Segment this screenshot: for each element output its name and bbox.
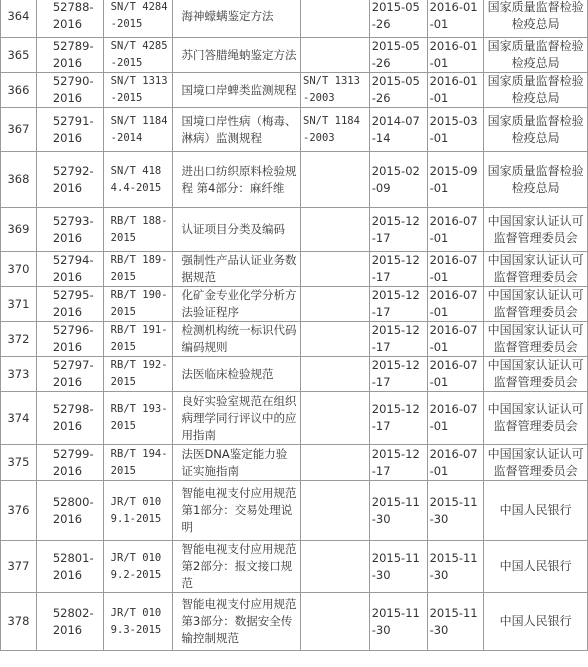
implementation-date: 2016-07-01 <box>427 322 484 357</box>
issuing-department: 国家质量监督检验检疫总局 <box>484 0 588 38</box>
record-code: 52788-2016 <box>36 0 103 38</box>
row-number: 376 <box>1 481 37 541</box>
issue-date: 2015-12-17 <box>369 287 427 322</box>
implementation-date: 2015-03-01 <box>427 108 484 152</box>
issuing-department: 中国国家认证认可监督管理委员会 <box>484 392 588 445</box>
implementation-date: 2015-09-01 <box>427 152 484 208</box>
implementation-date: 2016-01-01 <box>427 0 484 38</box>
issuing-department: 中国国家认证认可监督管理委员会 <box>484 445 588 481</box>
replaced-standard <box>301 593 370 651</box>
row-number: 368 <box>1 152 37 208</box>
replaced-standard <box>301 152 370 208</box>
replaced-standard <box>301 252 370 287</box>
replaced-standard <box>301 322 370 357</box>
issuing-department: 中国国家认证认可监督管理委员会 <box>484 287 588 322</box>
table-row <box>1 108 588 152</box>
replaced-standard <box>301 357 370 392</box>
table-row <box>1 392 588 445</box>
record-code: 52791-2016 <box>36 108 103 152</box>
record-code: 52800-2016 <box>36 481 103 541</box>
issue-date: 2015-05-26 <box>369 0 427 38</box>
table-row <box>1 287 588 322</box>
replaced-standard <box>301 541 370 593</box>
row-number: 369 <box>1 208 37 252</box>
issue-date: 2015-05-26 <box>369 73 427 108</box>
issuing-department: 中国国家认证认可监督管理委员会 <box>484 252 588 287</box>
issuing-department: 中国国家认证认可监督管理委员会 <box>484 208 588 252</box>
implementation-date: 2015-11-30 <box>427 481 484 541</box>
issue-date: 2014-07-14 <box>369 108 427 152</box>
standard-number: SN/T 1184-2014 <box>103 108 173 152</box>
table-row <box>1 208 588 252</box>
table-row <box>1 73 588 108</box>
issue-date: 2015-11-30 <box>369 593 427 651</box>
issue-date: 2015-12-17 <box>369 322 427 357</box>
replaced-standard <box>301 287 370 322</box>
record-code: 52796-2016 <box>36 322 103 357</box>
record-code: 52792-2016 <box>36 152 103 208</box>
standard-title: 法医临床检验规范 <box>173 357 301 392</box>
table-row <box>1 152 588 208</box>
standard-title: 检测机构统一标识代码编码规则 <box>173 322 301 357</box>
replaced-standard <box>301 392 370 445</box>
record-code: 52795-2016 <box>36 287 103 322</box>
issue-date: 2015-12-17 <box>369 252 427 287</box>
implementation-date: 2016-07-01 <box>427 252 484 287</box>
row-number: 366 <box>1 73 37 108</box>
replaced-standard <box>301 445 370 481</box>
table-row <box>1 481 588 541</box>
issuing-department: 国家质量监督检验检疫总局 <box>484 152 588 208</box>
record-code: 52798-2016 <box>36 392 103 445</box>
standard-number: RB/T 192-2015 <box>103 357 173 392</box>
record-code: 52793-2016 <box>36 208 103 252</box>
issue-date: 2015-05-26 <box>369 38 427 73</box>
standard-number: RB/T 189-2015 <box>103 252 173 287</box>
issue-date: 2015-02-09 <box>369 152 427 208</box>
standard-number: SN/T 4284-2015 <box>103 0 173 38</box>
standard-title: 良好实验室规范在组织病理学同行评议中的应用指南 <box>173 392 301 445</box>
implementation-date: 2016-07-01 <box>427 392 484 445</box>
standard-title: 进出口纺织原料检验规程 第4部分：麻纤维 <box>173 152 301 208</box>
table-row <box>1 541 588 593</box>
standard-number: RB/T 191-2015 <box>103 322 173 357</box>
issue-date: 2015-11-30 <box>369 481 427 541</box>
replaced-standard <box>301 481 370 541</box>
standard-number: SN/T 4285-2015 <box>103 38 173 73</box>
implementation-date: 2016-01-01 <box>427 73 484 108</box>
issue-date: 2015-12-17 <box>369 445 427 481</box>
table-row <box>1 252 588 287</box>
issue-date: 2015-12-17 <box>369 208 427 252</box>
standard-title: 强制性产品认证业务数据规范 <box>173 252 301 287</box>
record-code: 52789-2016 <box>36 38 103 73</box>
standard-number: RB/T 190-2015 <box>103 287 173 322</box>
row-number: 378 <box>1 593 37 651</box>
standard-number: JR/T 0109.1-2015 <box>103 481 173 541</box>
row-number: 370 <box>1 252 37 287</box>
standard-number: RB/T 193-2015 <box>103 392 173 445</box>
implementation-date: 2016-07-01 <box>427 357 484 392</box>
replaced-standard <box>301 208 370 252</box>
record-code: 52797-2016 <box>36 357 103 392</box>
standard-number: RB/T 194-2015 <box>103 445 173 481</box>
implementation-date: 2016-07-01 <box>427 208 484 252</box>
issuing-department: 国家质量监督检验检疫总局 <box>484 38 588 73</box>
standard-number: JR/T 0109.2-2015 <box>103 541 173 593</box>
issue-date: 2015-11-30 <box>369 541 427 593</box>
record-code: 52802-2016 <box>36 593 103 651</box>
row-number: 373 <box>1 357 37 392</box>
issuing-department: 国家质量监督检验检疫总局 <box>484 73 588 108</box>
table-row <box>1 357 588 392</box>
replaced-standard: SN/T 1184-2003 <box>301 108 370 152</box>
implementation-date: 2015-11-30 <box>427 541 484 593</box>
standard-title: 国境口岸性病（梅毒、淋病）监测规程 <box>173 108 301 152</box>
issuing-department: 中国人民银行 <box>484 481 588 541</box>
standard-title: 智能电视支付应用规范 第1部分：交易处理说明 <box>173 481 301 541</box>
implementation-date: 2016-07-01 <box>427 287 484 322</box>
standard-title: 化矿金专业化学分析方法验证程序 <box>173 287 301 322</box>
record-code: 52790-2016 <box>36 73 103 108</box>
replaced-standard: SN/T 1313-2003 <box>301 73 370 108</box>
standard-title: 智能电视支付应用规范 第2部分：报文接口规范 <box>173 541 301 593</box>
implementation-date: 2016-01-01 <box>427 38 484 73</box>
row-number: 371 <box>1 287 37 322</box>
standard-title: 智能电视支付应用规范 第3部分：数据安全传输控制规范 <box>173 593 301 651</box>
issuing-department: 中国人民银行 <box>484 593 588 651</box>
issuing-department: 中国国家认证认可监督管理委员会 <box>484 357 588 392</box>
standards-table-body <box>1 0 588 651</box>
table-row <box>1 0 588 38</box>
row-number: 365 <box>1 38 37 73</box>
standard-title: 认证项目分类及编码 <box>173 208 301 252</box>
table-row <box>1 38 588 73</box>
replaced-standard <box>301 0 370 38</box>
table-row <box>1 445 588 481</box>
row-number: 375 <box>1 445 37 481</box>
record-code: 52801-2016 <box>36 541 103 593</box>
standard-title: 海神蠓螨鉴定方法 <box>173 0 301 38</box>
standard-title: 法医DNA鉴定能力验证实施指南 <box>173 445 301 481</box>
standard-number: SN/T 4184.4-2015 <box>103 152 173 208</box>
table-row <box>1 593 588 651</box>
standard-title: 苏门答腊绳蚋鉴定方法 <box>173 38 301 73</box>
standard-number: RB/T 188-2015 <box>103 208 173 252</box>
table-row <box>1 322 588 357</box>
issue-date: 2015-12-17 <box>369 357 427 392</box>
issuing-department: 中国人民银行 <box>484 541 588 593</box>
standard-number: JR/T 0109.3-2015 <box>103 593 173 651</box>
issuing-department: 国家质量监督检验检疫总局 <box>484 108 588 152</box>
replaced-standard <box>301 38 370 73</box>
implementation-date: 2015-11-30 <box>427 593 484 651</box>
row-number: 374 <box>1 392 37 445</box>
issue-date: 2015-12-17 <box>369 392 427 445</box>
issuing-department: 中国国家认证认可监督管理委员会 <box>484 322 588 357</box>
record-code: 52794-2016 <box>36 252 103 287</box>
standard-number: SN/T 1313-2015 <box>103 73 173 108</box>
row-number: 364 <box>1 0 37 38</box>
row-number: 367 <box>1 108 37 152</box>
record-code: 52799-2016 <box>36 445 103 481</box>
row-number: 372 <box>1 322 37 357</box>
standard-title: 国境口岸蜱类监测规程 <box>173 73 301 108</box>
row-number: 377 <box>1 541 37 593</box>
implementation-date: 2016-07-01 <box>427 445 484 481</box>
